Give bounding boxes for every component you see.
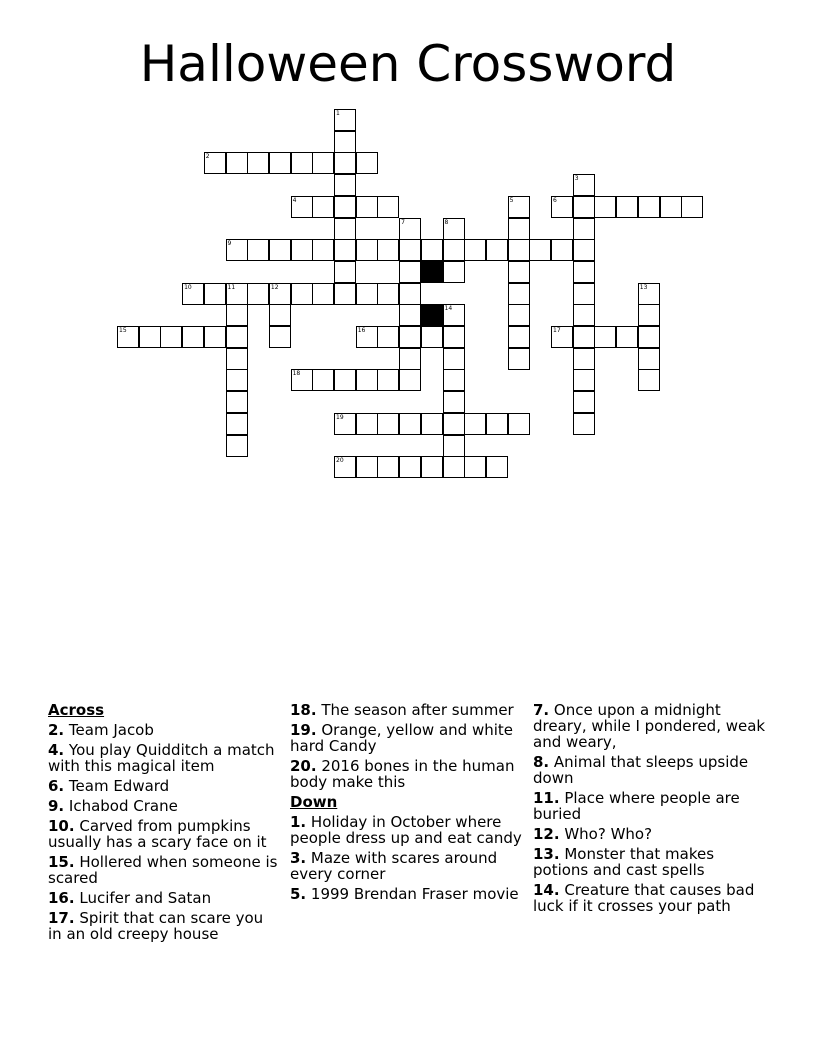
cell-number: 19 [336,413,344,421]
grid-cell[interactable] [638,326,660,348]
grid-cell[interactable] [399,413,421,435]
grid-cell[interactable] [508,326,530,348]
grid-cell[interactable] [508,218,530,240]
clues-column-2 [290,702,522,906]
down-clue [290,850,522,882]
clue-number: 15. [48,853,75,871]
across-clue [48,854,280,886]
across-clue [48,742,280,774]
across-clue [48,910,280,942]
grid-cell[interactable] [399,456,421,478]
grid-cell[interactable] [443,435,465,457]
clue-number: 12. [533,825,560,843]
grid-cell[interactable] [573,239,595,261]
clue-text: 1999 Brendan Fraser movie [306,885,519,903]
clue-text: Team Jacob [64,721,154,739]
cell-number: 3 [574,175,579,183]
grid-cell[interactable] [529,239,551,261]
grid-cell[interactable] [182,283,204,305]
grid-cell[interactable] [421,456,443,478]
grid-cell[interactable] [204,326,226,348]
grid-cell[interactable] [421,239,443,261]
grid-cell[interactable] [334,413,356,435]
grid-cell[interactable] [291,196,313,218]
cell-number: 17 [553,327,561,334]
grid-cell[interactable] [573,413,595,435]
grid-cell[interactable] [660,196,682,218]
grid-cell[interactable] [377,413,399,435]
grid-cell[interactable] [291,239,313,261]
grid-cell[interactable] [638,304,660,326]
cell-number: 12 [270,283,279,291]
down-clue [533,846,773,878]
clue-text: Who? Who? [559,825,653,843]
grid-cell[interactable] [508,196,530,218]
grid-cell[interactable] [573,326,595,348]
clue-number: 2. [48,721,65,739]
clue-number: 1. [290,813,307,831]
cell-number: 16 [357,327,366,334]
across-clue [290,722,522,754]
grid-cell[interactable] [356,152,378,174]
grid-cell[interactable] [226,326,248,348]
grid-cell[interactable] [443,413,465,435]
grid-cell[interactable] [269,326,291,348]
down-clue [533,702,773,750]
grid-cell[interactable] [334,174,356,196]
clue-number: 4. [48,741,65,759]
grid-cell[interactable] [334,196,356,218]
cell-number: 6 [553,196,557,204]
clue-text: Creature that causes bad luck if it crosses your path [533,881,755,915]
clue-number: 19. [290,721,317,739]
clue-text: Once upon a midnight dreary, while I pondered, weak and weary, [533,701,766,751]
grid-cell[interactable] [334,218,356,240]
clue-text: Ichabod Crane [64,797,178,815]
grid-cell[interactable] [399,369,421,391]
grid-cell[interactable] [573,283,595,305]
clue-text: Place where people are buried [533,789,740,823]
down-clue [533,826,773,842]
grid-cell[interactable] [551,239,573,261]
cell-number: 13 [639,283,648,291]
grid-cell[interactable] [226,348,248,370]
cell-number: 8 [444,218,449,226]
grid-cell[interactable] [681,196,703,218]
grid-cell[interactable] [573,391,595,413]
grid-cell[interactable] [356,196,378,218]
grid-cell[interactable] [247,152,269,174]
clue-number: 16. [48,889,75,907]
down-clue [533,754,773,786]
cell-number: 1 [336,110,340,117]
grid-cell[interactable] [443,326,465,348]
grid-cell[interactable] [226,283,248,305]
grid-cell[interactable] [139,326,161,348]
grid-cell[interactable] [312,152,334,174]
clues-column-1 [48,702,280,946]
cell-number: 15 [119,327,127,334]
clue-number: 11. [533,789,560,807]
grid-cell[interactable] [508,261,530,283]
clue-number: 7. [533,701,550,719]
grid-cell[interactable] [334,283,356,305]
cell-number: 2 [205,153,210,161]
clue-text: 2016 bones in the human body make this [290,757,515,791]
clue-text: The season after summer [316,701,514,719]
grid-cell[interactable] [269,304,291,326]
clue-number: 8. [533,753,550,771]
grid-cell[interactable] [312,196,334,218]
clue-number: 17. [48,909,75,927]
clue-text: Carved from pumpkins usually has a scary face on it [48,817,267,851]
grid-cell[interactable] [573,174,595,196]
down-clue [533,790,773,822]
grid-cell[interactable] [638,196,660,218]
grid-cell[interactable] [356,456,378,478]
grid-cell[interactable] [334,456,356,478]
grid-cell[interactable] [399,261,421,283]
grid-cell[interactable] [616,196,638,218]
clue-text: You play Quidditch a match with this magical item [48,741,275,775]
clue-number: 18. [290,701,317,719]
grid-cell[interactable] [421,413,443,435]
grid-cell[interactable] [573,304,595,326]
grid-cell[interactable] [356,413,378,435]
grid-cell[interactable] [638,348,660,370]
black-square [421,261,443,283]
clue-number: 5. [290,885,307,903]
grid-cell[interactable] [204,152,226,174]
grid-cell[interactable] [508,283,530,305]
across-clue [48,798,280,814]
grid-cell[interactable] [334,152,356,174]
grid-cell[interactable] [443,218,465,240]
cell-number: 20 [336,457,344,465]
grid-cell[interactable] [204,283,226,305]
across-heading: Across [48,701,105,719]
cell-number: 14 [444,305,453,313]
cell-number: 7 [401,218,405,226]
clue-text: Team Edward [64,777,170,795]
grid-cell[interactable] [291,369,313,391]
cell-number: 11 [227,283,236,291]
grid-cell[interactable] [334,369,356,391]
cell-number: 10 [184,283,192,291]
grid-cell[interactable] [334,239,356,261]
cell-number: 18 [292,370,301,378]
grid-cell[interactable] [399,239,421,261]
grid-cell[interactable] [464,413,486,435]
clue-text: Maze with scares around every corner [290,849,498,883]
cell-number: 4 [292,196,297,204]
grid-cell[interactable] [443,304,465,326]
grid-cell[interactable] [377,239,399,261]
grid-cell[interactable] [226,435,248,457]
grid-cell[interactable] [443,348,465,370]
grid-cell[interactable] [377,326,399,348]
grid-cell[interactable] [312,369,334,391]
grid-cell[interactable] [616,326,638,348]
across-clue [48,890,280,906]
grid-cell[interactable] [508,304,530,326]
across-clue [48,778,280,794]
clue-number: 14. [533,881,560,899]
grid-cell[interactable] [638,283,660,305]
clue-number: 10. [48,817,75,835]
grid-cell[interactable] [486,413,508,435]
grid-cell[interactable] [377,456,399,478]
grid-cell[interactable] [399,348,421,370]
cell-number: 9 [227,240,232,248]
grid-cell[interactable] [421,326,443,348]
clue-number: 13. [533,845,560,863]
grid-cell[interactable] [291,283,313,305]
clue-text: Holiday in October where people dress up and eat candy [290,813,522,847]
grid-cell[interactable] [573,348,595,370]
grid-cell[interactable] [269,283,291,305]
grid-cell[interactable] [226,369,248,391]
clue-text: Lucifer and Satan [74,889,212,907]
grid-cell[interactable] [356,369,378,391]
grid-cell[interactable] [334,261,356,283]
grid-cell[interactable] [399,326,421,348]
grid-cell[interactable] [508,413,530,435]
grid-cell[interactable] [269,239,291,261]
clue-text: Monster that makes potions and cast spells [533,845,715,879]
grid-cell[interactable] [160,326,182,348]
grid-cell[interactable] [182,326,204,348]
clue-number: 20. [290,757,317,775]
grid-cell[interactable] [464,456,486,478]
grid-cell[interactable] [377,369,399,391]
grid-cell[interactable] [594,196,616,218]
clue-number: 9. [48,797,65,815]
grid-cell[interactable] [508,239,530,261]
grid-cell[interactable] [269,152,291,174]
grid-cell[interactable] [464,239,486,261]
clue-text: Orange, yellow and white hard Candy [290,721,513,755]
grid-cell[interactable] [594,326,616,348]
down-clue [290,814,522,846]
across-clue [290,758,522,790]
clue-text: Spirit that can scare you in an old creepy house [48,909,264,943]
down-heading: Down [290,793,338,811]
grid-cell[interactable] [551,326,573,348]
grid-cell[interactable] [573,261,595,283]
grid-cell[interactable] [377,196,399,218]
grid-cell[interactable] [399,304,421,326]
grid-cell[interactable] [638,369,660,391]
grid-cell[interactable] [312,283,334,305]
grid-cell[interactable] [312,239,334,261]
grid-cell[interactable] [443,391,465,413]
grid-cell[interactable] [399,283,421,305]
grid-cell[interactable] [226,391,248,413]
clue-text: Hollered when someone is scared [48,853,278,887]
grid-cell[interactable] [226,239,248,261]
grid-cell[interactable] [226,152,248,174]
grid-cell[interactable] [356,239,378,261]
clue-number: 3. [290,849,307,867]
grid-cell[interactable] [334,131,356,153]
grid-cell[interactable] [573,218,595,240]
clues-column-3 [533,702,773,918]
cell-number: 5 [509,196,514,204]
grid-cell[interactable] [356,326,378,348]
grid-cell[interactable] [399,218,421,240]
grid-cell[interactable] [443,261,465,283]
grid-cell[interactable] [443,239,465,261]
grid-cell[interactable] [226,304,248,326]
grid-cell[interactable] [291,152,313,174]
grid-cell[interactable] [334,109,356,131]
grid-cell[interactable] [573,196,595,218]
grid-cell[interactable] [573,369,595,391]
grid-cell[interactable] [377,283,399,305]
crossword-grid [0,0,816,480]
black-square [421,304,443,326]
page-title: Halloween Crossword [139,35,677,93]
grid-cell[interactable] [247,283,269,305]
across-clue [290,702,522,718]
grid-cell[interactable] [443,369,465,391]
down-clue [533,882,773,914]
grid-cell[interactable] [226,413,248,435]
across-clue [48,722,280,738]
grid-cell[interactable] [443,456,465,478]
grid-cell[interactable] [551,196,573,218]
clue-text: Animal that sleeps upside down [533,753,749,787]
grid-cell[interactable] [508,348,530,370]
clue-number: 6. [48,777,65,795]
across-clue [48,818,280,850]
grid-cell[interactable] [247,239,269,261]
down-clue [290,886,522,902]
grid-cell[interactable] [356,283,378,305]
grid-cell[interactable] [117,326,139,348]
grid-cell[interactable] [486,456,508,478]
grid-cell[interactable] [486,239,508,261]
